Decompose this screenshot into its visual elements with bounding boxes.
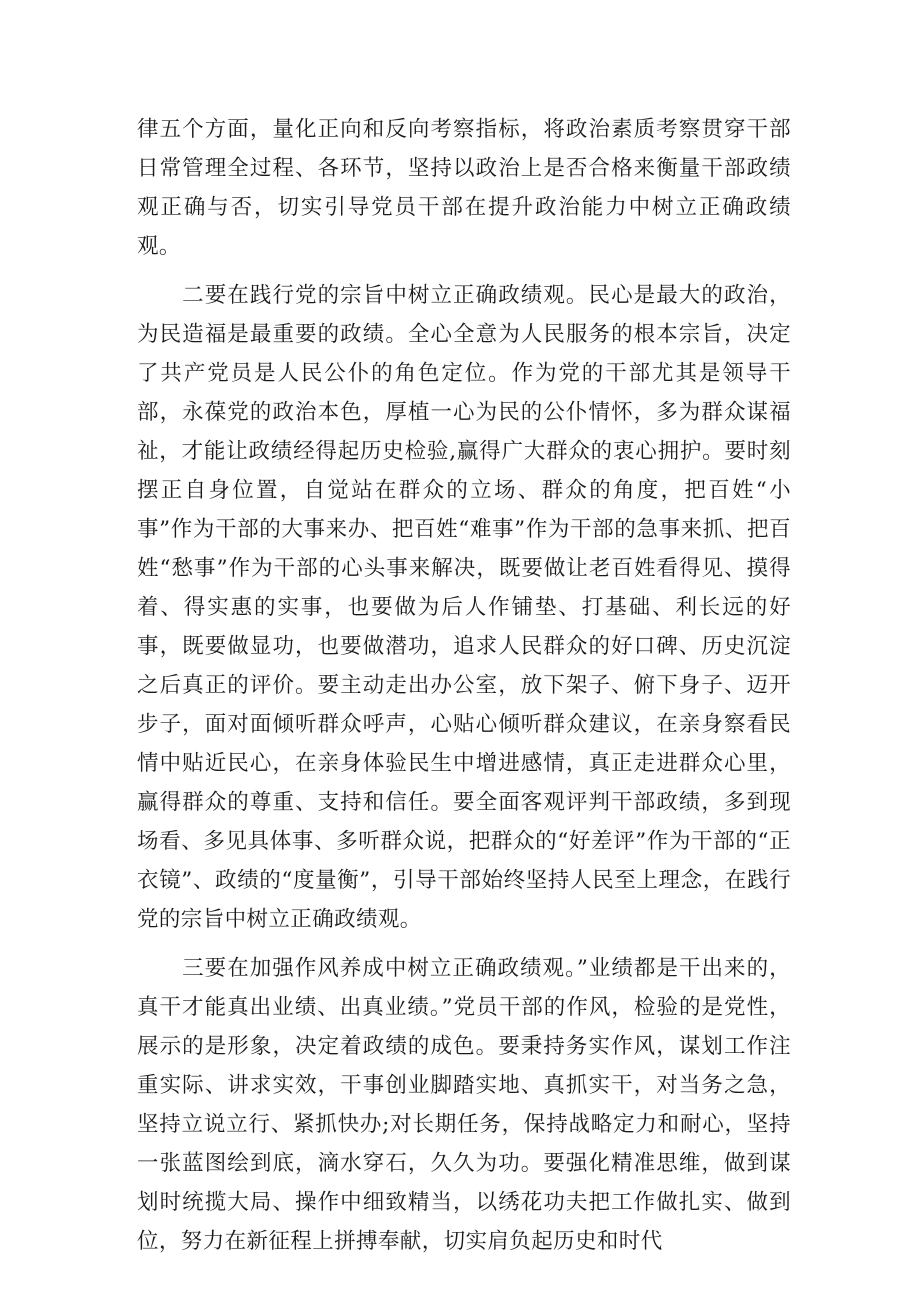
- paragraph-third-point: 三要在加强作风养成中树立正确政绩观。”业绩都是干出来的，真干才能真出业绩、出真业绩。”党员干部的作风，检验的是党性，展示的是形象，决定着政绩的成色。要秉持务实作风，谋划工作注重实际、讲求实效，干事创业脚踏实地、真抓实干，对当务之急，坚持立说立行、紧抓快办;对长期任务，保持战略定力和耐心，坚持一张蓝图绘到底，滴水穿石，久久为功。要强化精准思维，做到谋划时统揽大局、操作中细致精当，以绣花功夫把工作做扎实、做到位，努力在新征程上拼搏奉献，切实肩负起历史和时代: [137, 956, 791, 1254]
- paragraph-second-point: 二要在践行党的宗旨中树立正确政绩观。民心是最大的政治，为民造福是最重要的政绩。全心全意为人民服务的根本宗旨，决定了共产党员是人民公仆的角色定位。作为党的干部尤其是领导干部，永葆党的政治本色，厚植一心为民的公仆情怀，多为群众谋福祉，才能让政绩经得起历史检验,赢得广大群众的衷心拥护。要时刻摆正自身位置，自觉站在群众的立场、群众的角度，把百姓“小事”作为干部的大事来办、把百姓“难事”作为干部的急事来抓、把百姓“愁事”作为干部的心头事来解决，既要做让老百姓看得见、摸得着、得实惠的实事，也要做为后人作铺垫、打基础、利长远的好事，既要做显功，也要做潜功，追求人民群众的好口碑、历史沉淀之后真正的评价。要主动走出办公室，放下架子、俯下身子、迈开步子，面对面倾听群众呼声，心贴心倾听群众建议，在亲身察看民情中贴近民心，在亲身体验民生中增进感情，真正走进群众心里，赢得群众的尊重、支持和信任。要全面客观评判干部政绩，多到现场看、多见具体事、多听群众说，把群众的“好差评”作为干部的“正衣镜”、政绩的“度量衡”，引导干部始终坚持人民至上理念，在践行党的宗旨中树立正确政绩观。: [137, 283, 791, 932]
- paragraph-continuation: 律五个方面，量化正向和反向考察指标，将政治素质考察贯穿干部日常管理全过程、各环节，坚持以政治上是否合格来衡量干部政绩观正确与否，切实引导党员干部在提升政治能力中树立正确政绩观。: [137, 117, 791, 259]
- document-body: [137, 110, 791, 1261]
